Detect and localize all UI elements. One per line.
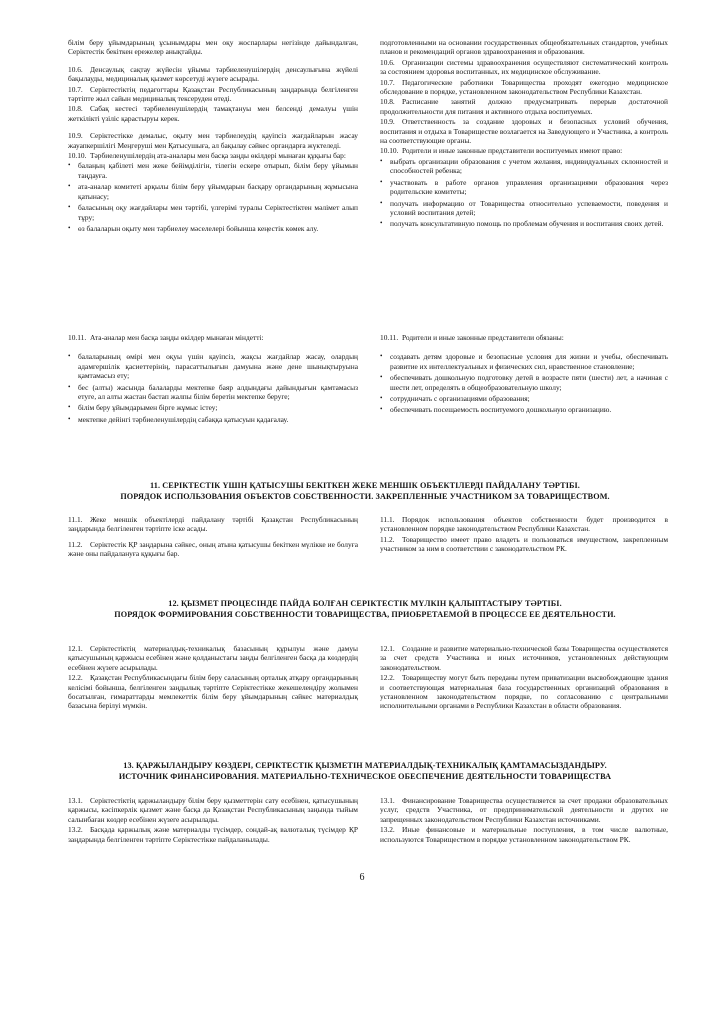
paragraph: білім беру ұйымдарының ұсынымдары мен оқу жоспарлары негізінде дайындалған, Серіктестік бекіткен ережелер анықтайды. (68, 38, 358, 57)
paragraph-13-1: 13.1. Финансирование Товарищества осуществляется за счет продажи образовательных услуг, средств Участника, от предпринимательской деятельности и других не запрещенных законодательством Республики Казахстан источниками. (380, 796, 668, 824)
paragraph-11-1: 11.1. Порядок использования объектов собственности будет производится в установленном порядке законодательством Республики Казахстан. (380, 515, 668, 534)
section13-heading: 13. ҚАРЖЫЛАНДЫРУ КӨЗДЕРІ, СЕРІКТЕСТІК ҚЫЗМЕТІН МАТЕРИАЛДЫҚ-ТЕХНИКАЛЫҚ ҚАМТАМАСЫЗДАНДЫРУ. ИСТОЧНИК ФИНАНСИРОВАНИЯ. МАТЕРИАЛЬНО-ТЕХНИЧЕСКОЕ ОБЕСПЕЧЕНИЕ ДЕЯТЕЛЬНОСТИ ТОВАРИЩЕСТВА (118, 761, 612, 781)
paragraph-12-1: 12.1. Серіктестіктің материалдық-техникалық базасының құрылуы және дамуы қатысушының қаржысы есебінен және қолданыстағы заңды белгіленген басқа да көздердің есебінен жүзеге асырылады. (68, 644, 358, 672)
paragraph-13-2: 13.2. Иные финансовые и материальные поступления, в том числе валютные, используются Товариществом в порядке установленном законодательством РК. (380, 825, 668, 844)
bullet-icon: • (380, 219, 383, 228)
section12-block (68, 644, 668, 712)
bullet-icon: • (380, 198, 383, 207)
paragraph-10-9: 10.9. Серіктестікке демалыс, оқыту мен тәрбиелеудің қауіпсіз жағдайларын жасау жауапкершілігі Меңгерушi мен Қатысушыға, ал бақылау сәйкес органдарға жүктеледі. (68, 131, 358, 150)
kazakh-column (68, 38, 358, 235)
paragraph-11-2: 11.2. Товарищество имеет право владеть и пользоваться имуществом, закрепленным участником за ним в соответствии с законодательством РК. (380, 534, 668, 554)
bullet-icon: • (380, 156, 383, 165)
list-item: • бес (алты) жасында балаларды мектепке баяр алдындағы дайындығын қамтамасыз етуге, ал алты жастан бастап жалпы білім беретін мектепке беруге; (68, 382, 358, 402)
paragraph-10-10: 10.10. Родители и иные законные представители воспитуемых имеют право: (380, 146, 623, 156)
list-item: • өз балаларын оқыту мен тәрбиелеу мәселелері бойынша кеңестік көмек алу. (68, 223, 319, 233)
paragraph: подготовленными на основании государственных общеобязательных стандартов, учебных планов и рекомендаций органов здравоохранения и образования. (380, 38, 668, 57)
section10-block (68, 38, 668, 235)
paragraph-13-2: 13.2. Басқада қаржылық және материалды түсімдер, сондай-ақ валюталық түсімдер ҚР заңдарында белгіленген тәртіпте Серіктестікке пайдаланылады. (68, 825, 358, 844)
bullet-icon: • (68, 403, 71, 412)
list-item: • білім беру ұйымдарымен бірге жұмыс істеу; (68, 403, 218, 413)
kazakh-column (68, 644, 358, 712)
russian-column (380, 644, 668, 712)
bullet-icon: • (68, 382, 71, 391)
list-item: • балаларының өмірі мен оқуы үшін қауіпсіз, жақсы жағдайлар жасау, олардың адамгершілік қасиеттерінің, парасаттылығын дамуына және дене шынықтыруына қамтамасыз ету; (68, 352, 358, 381)
russian-column (380, 38, 668, 235)
bullet-icon: • (68, 223, 71, 232)
paragraph-10-11: 10.11. Родители и иные законные представители обязаны: (380, 333, 564, 342)
bullet-icon: • (380, 177, 383, 186)
kazakh-column (68, 333, 358, 426)
paragraph-10-8: 10.8. Расписание занятий должно предусматривать перерыв достаточной продолжительности для питания и активного отдыха воспитуемых. (380, 97, 668, 116)
paragraph-10-7: 10.7. Педагогические работники Товарищества проходят ежегодно медицинское обследование в порядке, установленном законодательством Республики Казахстан. (380, 77, 668, 97)
russian-column (380, 796, 668, 845)
paragraph-10-6: 10.6. Организации системы здравоохранения осуществляют систематический контроль за состоянием здоровья воспитанных, их медицинское обслуживание. (380, 57, 668, 77)
list-item: • сотрудничать с организациями образования; (380, 394, 530, 404)
paragraph-13-1: 13.1. Серіктестіктің қаржыландыру білім беру қызметтерін сату есебінен, қатысушының қаржысы, кәсіпкерлік қызмет және басқа да Қазақстан Республикасының заңында тыйым салынбаған көздер есебінен жүзеге асырылады. (68, 796, 358, 824)
kazakh-column (68, 796, 358, 845)
russian-column (380, 333, 668, 426)
paragraph-11-1: 11.1. Жеке меншік объектілерді пайдалану тәртібі Қазақстан Республикасының заңдарында белгіленген тәртіпте іске асады. (68, 515, 358, 534)
list-item: • участвовать в работе органов управления организациями образования через родительские комитеты; (380, 177, 668, 197)
bullet-icon: • (68, 182, 71, 191)
list-item: • балаңың қабілеті мен жеке бейімділігін, тілегін ескере отырып, білім беру ұйымын таңдауға. (68, 161, 358, 180)
list-item: • выбрать организации образования с учетом желания, индивидуальных склонностей и способностей ребенка; (380, 156, 668, 176)
list-item: • мектепке дейінгі тәрбиеленушілердің сабаққа қатысуын қадағалау. (68, 414, 289, 424)
section10-11-block (68, 333, 668, 426)
list-item: • баласының оқу жағдайлары мен тәртібі, үлгерімі туралы Серіктестіктен мәлімет алып тұру; (68, 203, 358, 222)
paragraph-12-1: 12.1. Создание и развитие материально-технической базы Товарищества осуществляется за счет средств Участника и иных источников, установленных действующим законодательством. (380, 644, 668, 672)
list-item: • создавать детям здоровые и безопасные условия для жизни и учебы, обеспечивать развитие их интеллектуальных и физических сил, нравственное становление; (380, 352, 668, 371)
bullet-icon: • (68, 352, 71, 361)
section11-block (68, 515, 668, 560)
paragraph-12-2: 12.2. Товариществу могут быть переданы путем приватизации высвобождающие здания и соответствующая материальная база государственных организаций образования в установленном законодательством порядке, по согласованию с центральными исполнительными органами в Республики Казахстан в области образования. (380, 673, 668, 711)
paragraph-10-6: 10.6. Денсаулық сақтау жүйесін ұйымы тәрбиеленушілердің денсаулығына жүйелі бақылауды, медициналық қызмет көрсетуді жүзеге асырады. (68, 64, 358, 84)
bullet-icon: • (68, 203, 71, 212)
list-item: • обеспечивать дошкольную подготовку детей в возрасте пяти (шести) лет, а начиная с шести лет, определять в общеобразовательную школу; (380, 373, 668, 392)
section12-heading: 12. ҚЫЗМЕТ ПРОЦЕСІНДЕ ПАЙДА БОЛҒАН СЕРІКТЕСТІК МҮЛКІН ҚАЛЫПТАСТЫРУ ТӘРТІБІ. ПОРЯДОК ФОРМИРОВАНИЯ СОБСТВЕННОСТИ ТОВАРИЩЕСТВА, ПРИОБРЕТАЕМОЙ В ПРОЦЕССЕ ЕЕ ДЕЯТЕЛЬНОСТИ. (114, 599, 616, 619)
list-item: • ата-аналар комитеті арқылы білім беру ұйымдарын басқару органдарының жұмысына қатынасу; (68, 182, 358, 201)
list-item: • обеспечивать посещаемость воспитуемого дошкольную организацию. (380, 405, 612, 415)
paragraph-10-10: 10.10. Тәрбиеленушілердің ата-аналары мен басқа заңды өкілдері мынаған құқығы бар: (68, 151, 346, 161)
russian-column (380, 515, 668, 560)
bullet-icon: • (68, 414, 71, 423)
bullet-icon: • (380, 394, 383, 403)
list-item: • получать информацию от Товарищества относительно успеваемости, поведения и условий воспитания детей; (380, 198, 668, 217)
paragraph-10-9: 10.9. Ответственность за создание здоровых и безопасных условий обучения, воспитания и отдыха в Товариществе возлагается на Заведующего и Участника, а контроль на соответствующие органы. (380, 117, 668, 146)
paragraph-10-7: 10.7. Серіктестіктің педагогтары Қазақстан Республикасының заңдарында белгіленген тәртіпте жыл сайын медициналық тексеруден өтеді. (68, 84, 358, 104)
bullet-icon: • (380, 405, 383, 414)
paragraph-12-2: 12.2. Қазақстан Республикасындағы білім беру саласының орталық атқару органдарының келісімі бойынша, белгіленген заңдылық тәртіпте Серіктестікке жекешелендіру жолымен босатылған, ғимараттарды мемлекеттік білім беру ұйымдарының сәйкес материалдық базасына берілуі мүмкін. (68, 673, 358, 711)
paragraph-10-8: 10.8. Сабақ кестесі тәрбиеленушілердің тамақтануы мен белсенді демалуы үшін жеткілікті үзіліс қарастыруы керек. (68, 104, 358, 123)
bullet-icon: • (380, 352, 383, 361)
section11-heading: 11. СЕРІКТЕСТІК ҮШІН ҚАТЫСУШЫ БЕКІТКЕН ЖЕКЕ МЕНШІК ОБЪЕКТІЛЕРДІ ПАЙДАЛАНУ ТӘРТІБІ. ПОРЯДОК ИСПОЛЬЗОВАНИЯ ОБЪЕКТОВ СОБСТВЕННОСТИ. ЗАКРЕПЛЕННЫЕ УЧАСТНИКОМ ЗА ТОВАРИЩЕСТВОМ. (120, 481, 610, 501)
paragraph-10-11: 10.11. Ата-аналар мен басқа заңды өкілдер мынаған міндетті: (68, 333, 264, 342)
page-number: 6 (359, 872, 365, 883)
paragraph-11-2: 11.2. Серіктестік ҚР заңдарына сәйкес, оның атына қатысушы бекіткен мүлікке ие болуға және оны пайдалануға құқығы бар. (68, 539, 358, 559)
bullet-icon: • (380, 373, 383, 382)
list-item: • получать консультативную помощь по проблемам обучения и воспитания своих детей. (380, 219, 664, 229)
section13-block (68, 796, 668, 845)
bullet-icon: • (68, 161, 71, 170)
kazakh-column (68, 515, 358, 560)
